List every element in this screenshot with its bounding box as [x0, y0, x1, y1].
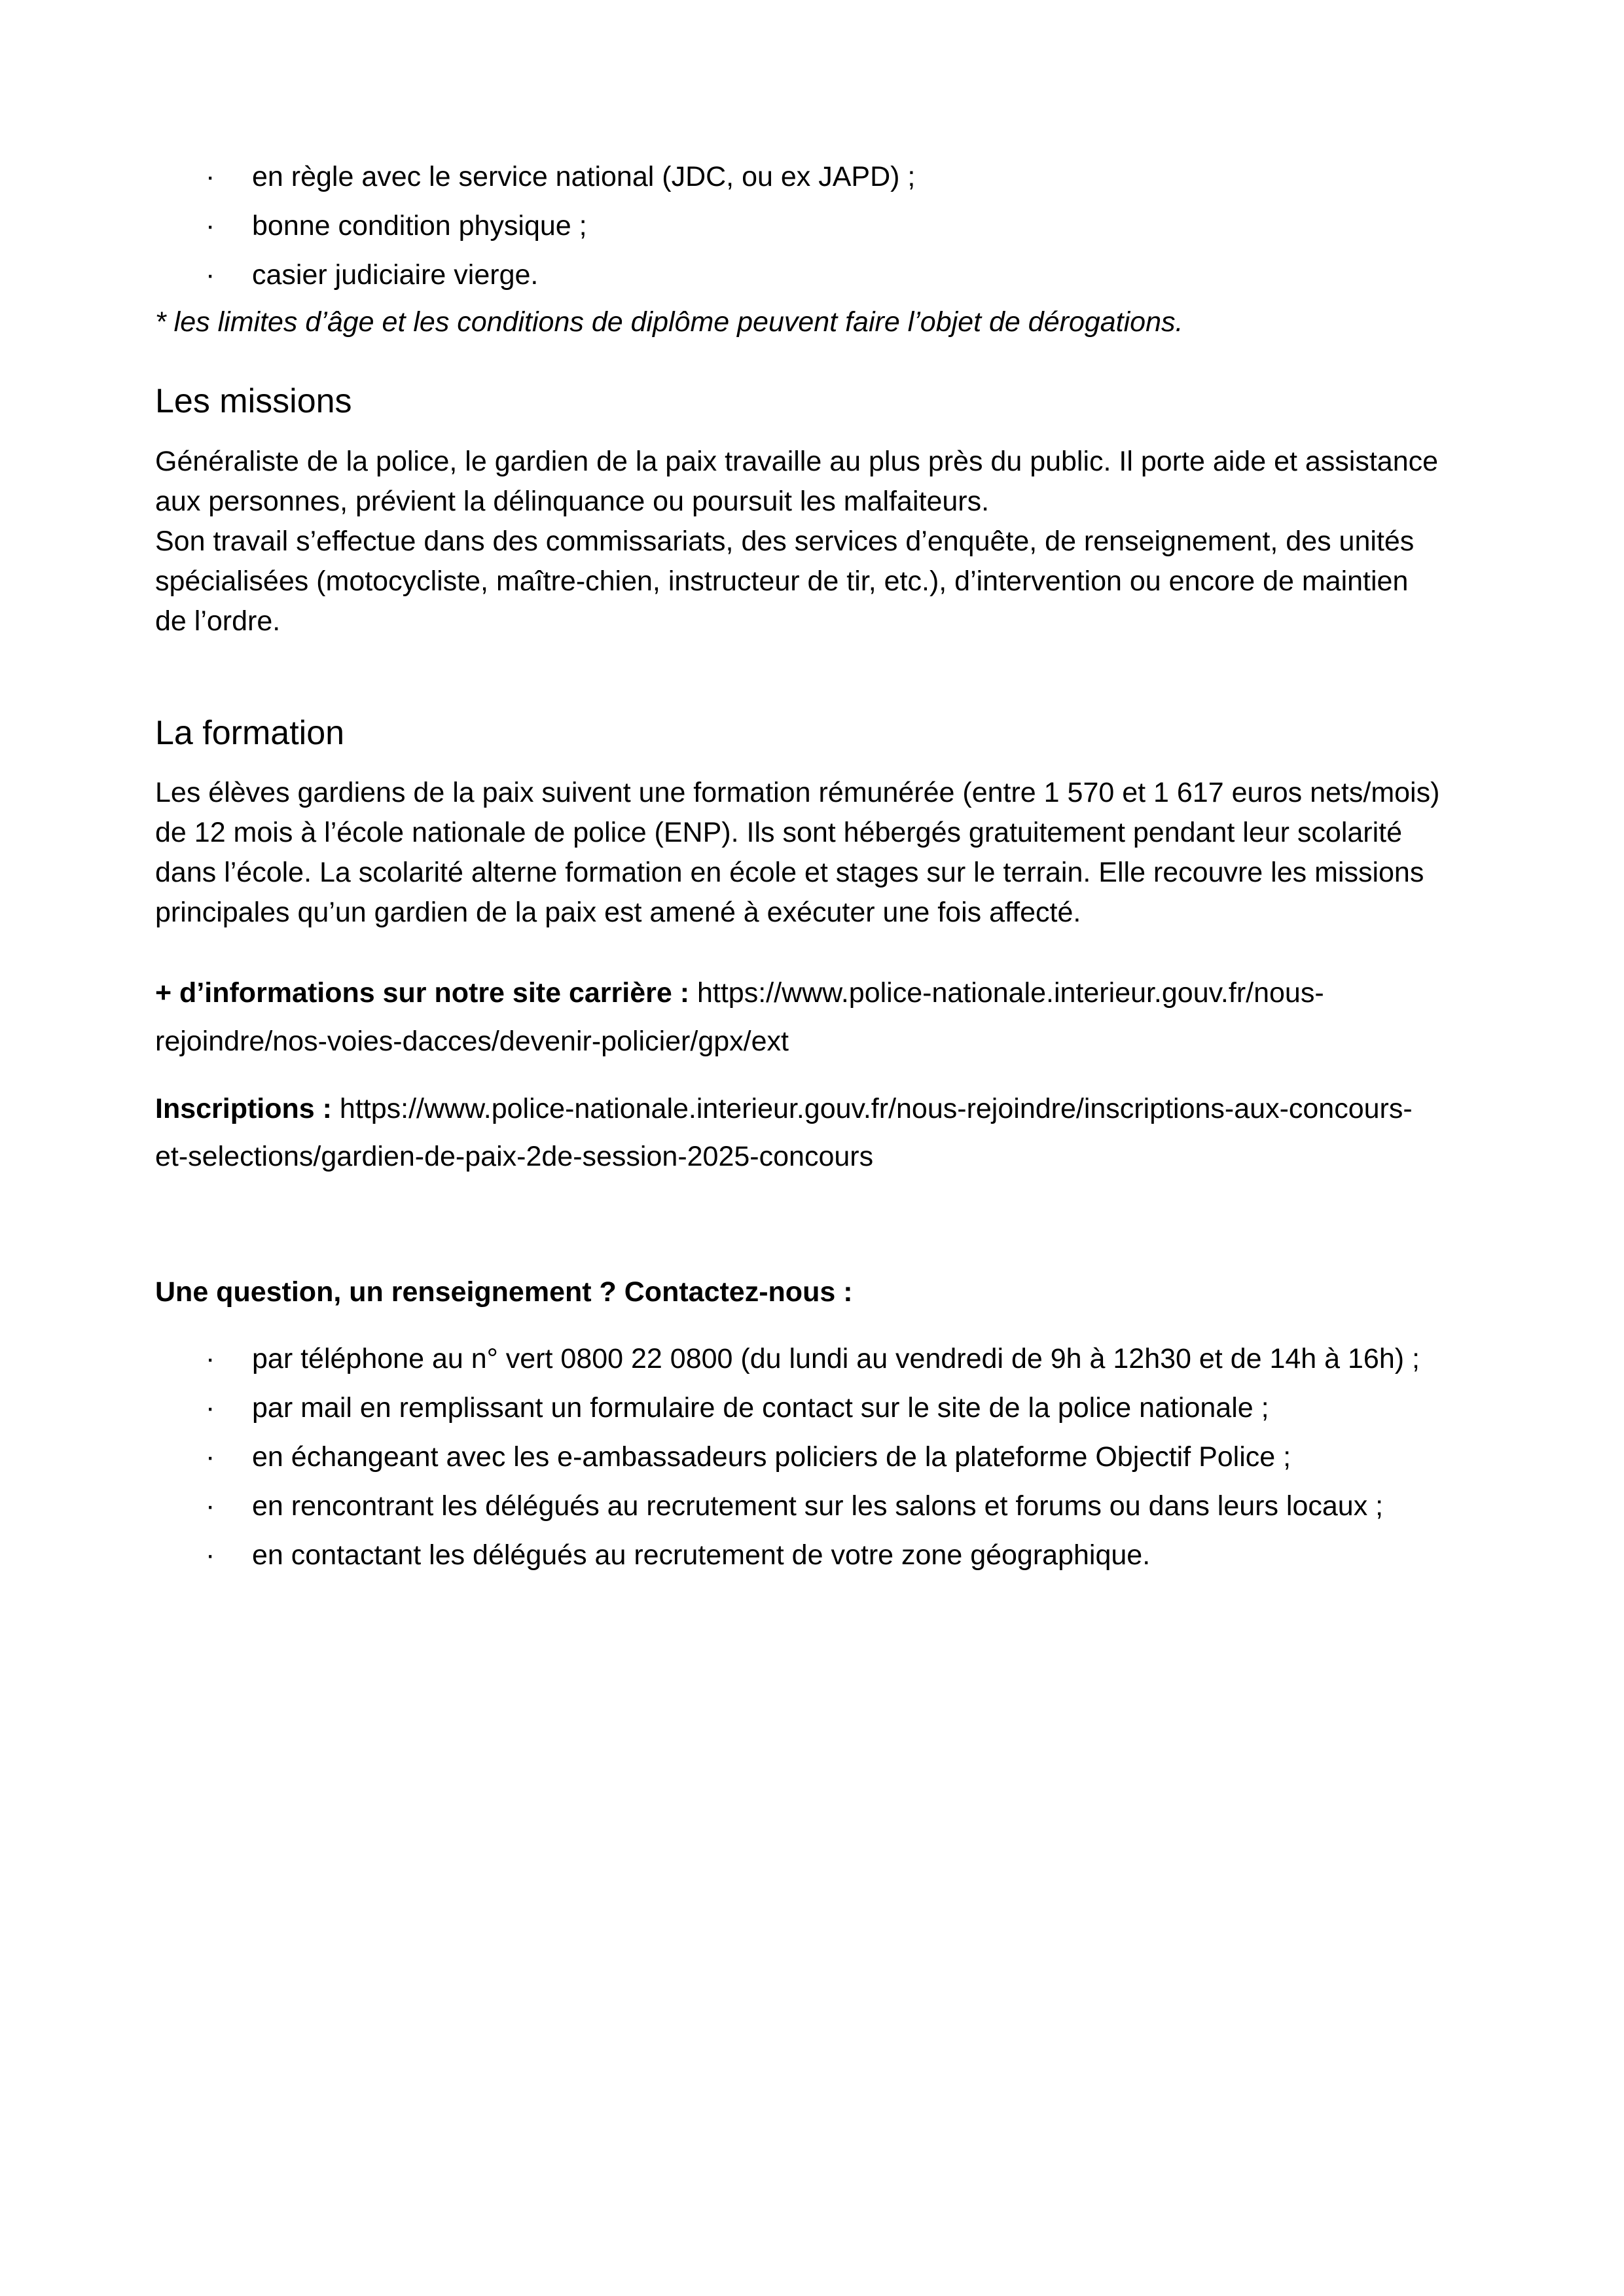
more-info-label: + d’informations sur notre site carrière : [155, 977, 690, 1009]
paragraph-line: Les élèves gardiens de la paix suivent une formation rémunérée (entre 1 570 et 1 617 euros nets/mois) [155, 777, 1440, 808]
inscriptions-line [155, 1089, 1413, 1128]
bullet: · [206, 210, 215, 242]
list-item: bonne condition physique ; [252, 210, 587, 242]
paragraph-line: dans l’école. La scolarité alterne formation en école et stages sur le terrain. Elle recouvre les missions [155, 857, 1424, 888]
paragraph-line: Généraliste de la police, le gardien de la paix travaille au plus près du public. Il porte aide et assistance [155, 446, 1439, 477]
inscriptions-label: Inscriptions : [155, 1093, 332, 1124]
bullet: · [206, 259, 215, 291]
paragraph-line: Son travail s’effectue dans des commissariats, des services d’enquête, de renseignement, des unités [155, 526, 1415, 557]
bullet: · [206, 1392, 215, 1424]
list-item: en rencontrant les délégués au recrutement sur les salons et forums ou dans leurs locaux ; [252, 1490, 1384, 1522]
formation-heading: La formation [155, 714, 345, 752]
inscriptions-link[interactable]: https://www.police-nationale.interieur.gouv.fr/nous-rejoindre/inscriptions-aux-concours- [339, 1093, 1413, 1124]
paragraph-line: aux personnes, prévient la délinquance ou poursuit les malfaiteurs. [155, 486, 990, 517]
list-item: en contactant les délégués au recrutement de votre zone géographique. [252, 1539, 1151, 1571]
career-site-link-continued[interactable]: rejoindre/nos-voies-dacces/devenir-policier/gpx/ext [155, 1026, 789, 1057]
contact-heading: Une question, un renseignement ? Contactez-nous : [155, 1276, 853, 1308]
bullet: · [206, 1441, 215, 1473]
inscriptions-link-continued[interactable]: et-selections/gardien-de-paix-2de-session-2025-concours [155, 1141, 874, 1172]
paragraph-line: de l’ordre. [155, 605, 281, 637]
paragraph-line: de 12 mois à l’école nationale de police (ENP). Ils sont hébergés gratuitement pendant leur scolarité [155, 817, 1403, 848]
paragraph-line: principales qu’un gardien de la paix est amené à exécuter une fois affecté. [155, 897, 1081, 928]
bullet: · [206, 161, 215, 192]
list-item: par mail en remplissant un formulaire de contact sur le site de la police nationale ; [252, 1392, 1269, 1424]
list-item: en échangeant avec les e-ambassadeurs policiers de la plateforme Objectif Police ; [252, 1441, 1291, 1473]
bullet: · [206, 1490, 215, 1522]
bullet: · [206, 1539, 215, 1571]
list-item: par téléphone au n° vert 0800 22 0800 (du lundi au vendredi de 9h à 12h30 et de 14h à 16h) ; [252, 1343, 1420, 1374]
more-info-line [155, 973, 1324, 1013]
bullet: · [206, 1343, 215, 1374]
career-site-link[interactable]: https://www.police-nationale.interieur.gouv.fr/nous- [697, 977, 1324, 1009]
missions-heading: Les missions [155, 382, 352, 420]
list-item: en règle avec le service national (JDC, ou ex JAPD) ; [252, 161, 916, 192]
paragraph-line: spécialisées (motocycliste, maître-chien, instructeur de tir, etc.), d’intervention ou encore de maintien [155, 565, 1409, 597]
list-item: casier judiciaire vierge. [252, 259, 539, 291]
derogation-note: * les limites d’âge et les conditions de diplôme peuvent faire l’objet de dérogations. [155, 306, 1183, 338]
